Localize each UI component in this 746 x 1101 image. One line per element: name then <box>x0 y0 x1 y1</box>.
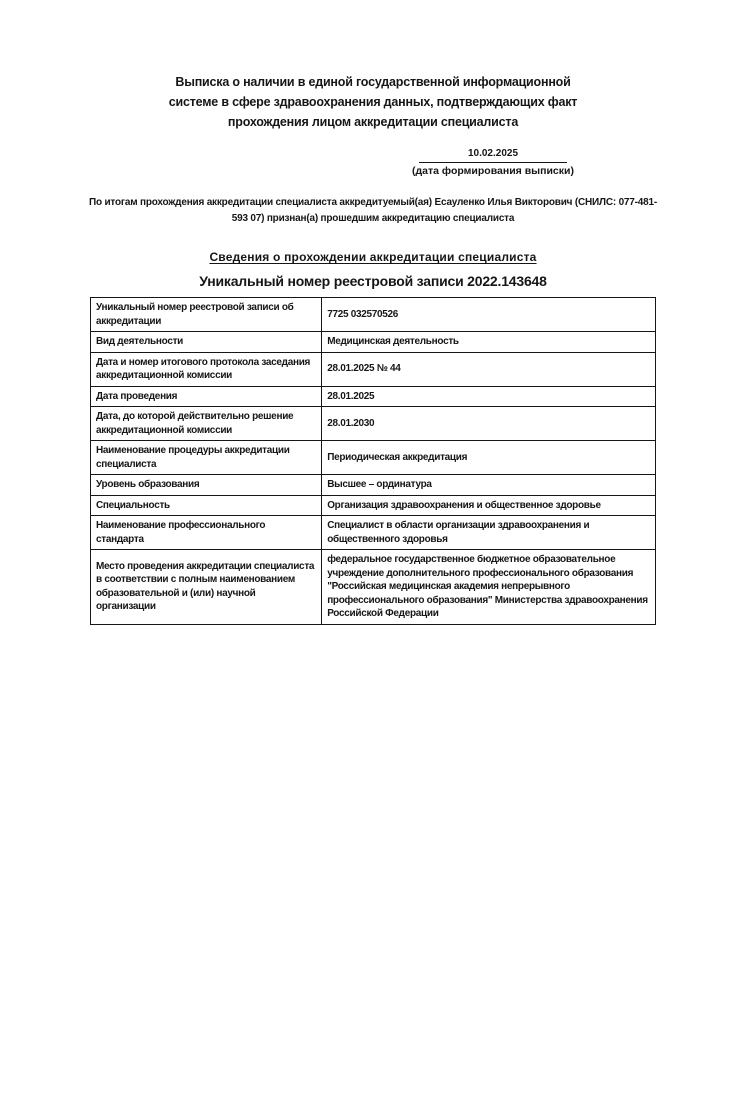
row-value-cell: Специалист в области организации здравоохранения и общественного здоровья <box>322 516 656 550</box>
row-value-cell: 28.01.2025 <box>322 386 656 407</box>
row-value-cell: 28.01.2030 <box>322 407 656 441</box>
table-row <box>91 352 656 386</box>
row-label-cell: Наименование процедуры аккредитации специалиста <box>91 441 322 475</box>
row-value-cell: 28.01.2025 № 44 <box>322 352 656 386</box>
table-row <box>91 441 656 475</box>
row-label-cell: Дата и номер итогового протокола заседания аккредитационной комиссии <box>91 352 322 386</box>
document-title <box>0 72 746 132</box>
row-label-cell: Специальность <box>91 495 322 516</box>
extract-date: 10.02.2025 <box>419 147 567 163</box>
row-label-cell: Вид деятельности <box>91 332 322 353</box>
table-row <box>91 516 656 550</box>
table-row <box>91 332 656 353</box>
row-value-cell: Высшее – ординатура <box>322 475 656 496</box>
row-value-cell: 7725 032570526 <box>322 298 656 332</box>
accreditation-details-table <box>90 297 656 625</box>
table-row <box>91 475 656 496</box>
row-label-cell: Дата проведения <box>91 386 322 407</box>
row-value-cell: Организация здравоохранения и общественное здоровье <box>322 495 656 516</box>
section-heading: Сведения о прохождении аккредитации специалиста <box>209 250 537 264</box>
row-label-cell: Уникальный номер реестровой записи об аккредитации <box>91 298 322 332</box>
accreditation-summary-line: 593 07) признан(а) прошедшим аккредитацию специалиста <box>231 213 515 224</box>
accreditation-summary <box>0 195 746 227</box>
table-row <box>91 550 656 625</box>
extract-date-caption: (дата формирования выписки) <box>412 165 574 177</box>
document-title-line: Выписка о наличии в единой государственной информационной <box>175 75 571 89</box>
registry-number-heading: Уникальный номер реестровой записи 2022.143648 <box>199 273 547 289</box>
document-page <box>0 72 746 1101</box>
row-label-cell: Наименование профессионального стандарта <box>91 516 322 550</box>
row-label-cell: Место проведения аккредитации специалиста в соответствии с полным наименованием образовательной и (или) научной организации <box>91 550 322 625</box>
row-label-cell: Уровень образования <box>91 475 322 496</box>
row-value-cell: Периодическая аккредитация <box>322 441 656 475</box>
table-row <box>91 298 656 332</box>
document-title-line: системе в сфере здравоохранения данных, подтверждающих факт <box>168 95 578 109</box>
row-value-cell: Медицинская деятельность <box>322 332 656 353</box>
row-value-cell: федеральное государственное бюджетное образовательное учреждение дополнительного профессионального образования "Российская медицинская академия непрерывного профессионального образования" Министерства здравоохранения Российской Федерации <box>322 550 656 625</box>
table-row <box>91 407 656 441</box>
row-label-cell: Дата, до которой действительно решение аккредитационной комиссии <box>91 407 322 441</box>
table-row <box>91 386 656 407</box>
table-row <box>91 495 656 516</box>
extract-date-block <box>388 147 598 178</box>
document-title-line: прохождения лицом аккредитации специалиста <box>227 115 519 129</box>
accreditation-summary-line: По итогам прохождения аккредитации специалиста аккредитуемый(ая) Есауленко Илья Викторович (СНИЛС: 077-481- <box>89 197 657 208</box>
